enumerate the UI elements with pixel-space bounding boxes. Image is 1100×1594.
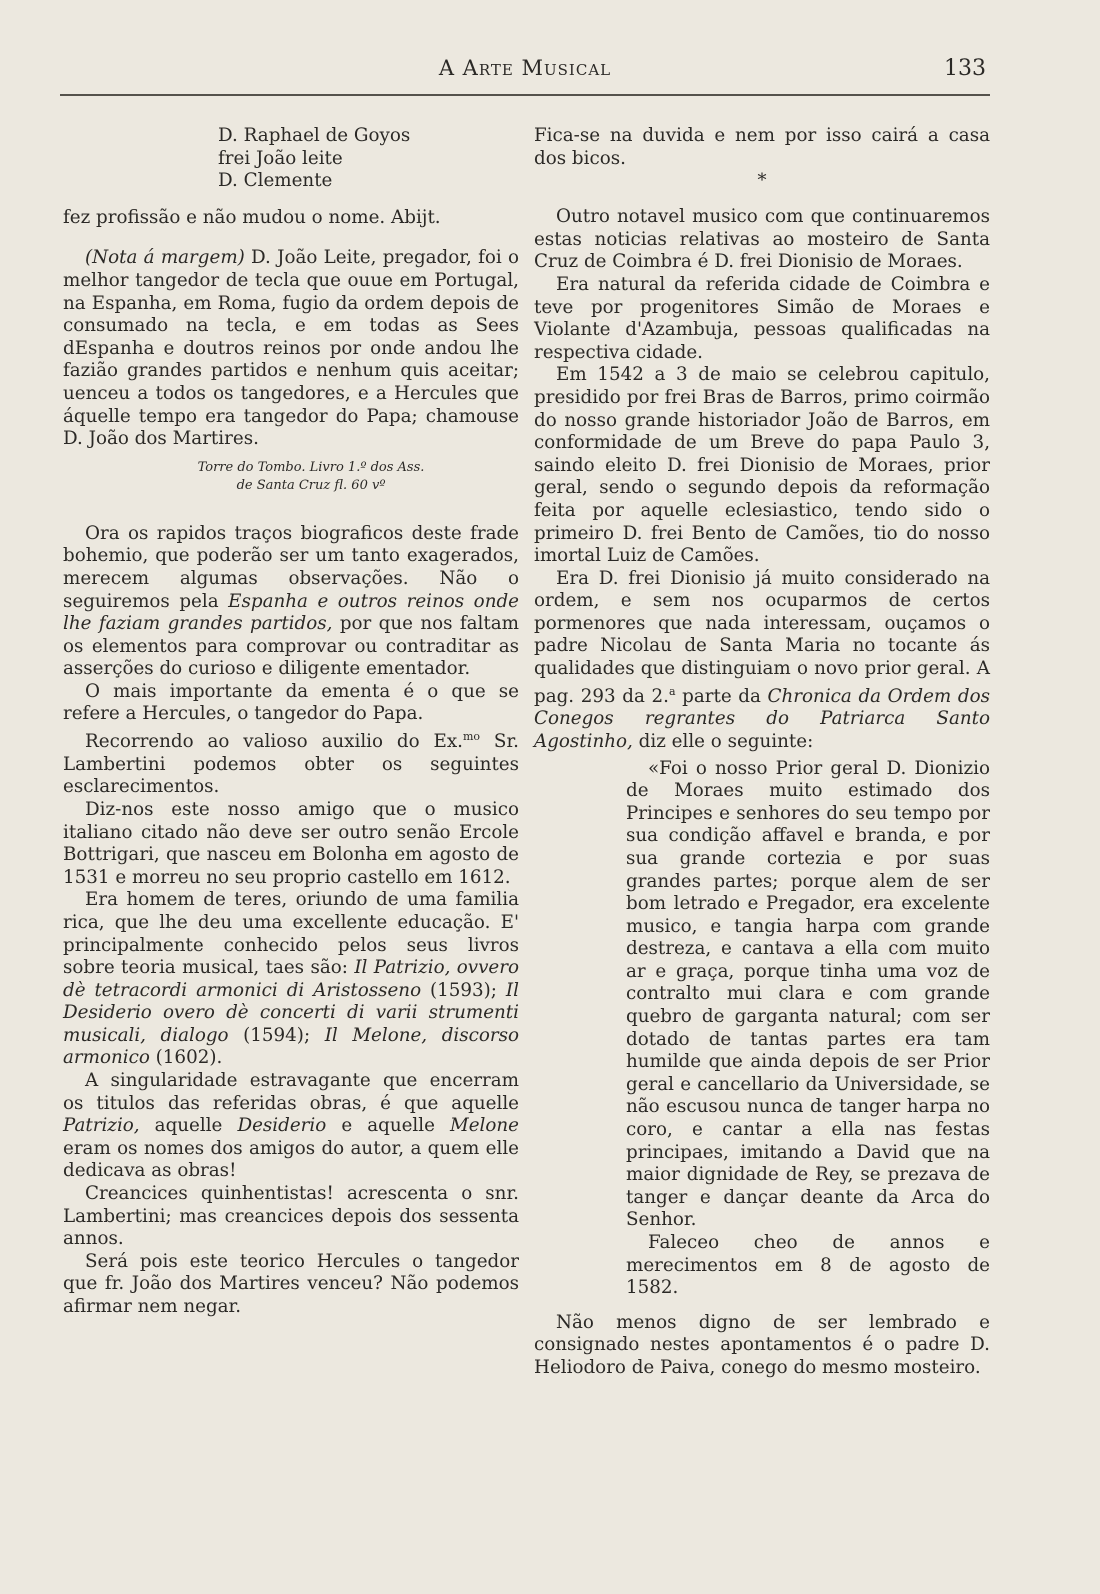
paragraph: Diz-nos este nosso amigo que o musico italiano citado não deve ser outro senão Ercole Bottrigari, que nasceu em Bolonha em agosto de 1531 e morreu no seu proprio castello em 1612. [63,798,519,888]
name-line: frei João leite [218,147,343,169]
paragraph: A singularidade estravagante que encerram os titulos das referidas obras, é que aquelle Patrizio, aquelle Desiderio e aquelle Melone eram os nomes dos amigos do autor, a quem elle dedicava as obras! [63,1070,519,1182]
paragraph: Fica-se na duvida e nem por isso cairá a casa dos bicos. [534,125,990,169]
paragraph: Recorrendo ao valioso auxilio do Ex.$^{mo}$ Sr. Lambertini podemos obter os seguintes esclarecimentos. [63,730,519,798]
page-number: 133 [944,56,986,81]
paragraph: Creancices quinhentistas! acrescenta o snr. Lambertini; mas creancices depois dos sessenta annos. [63,1183,519,1250]
paragraph: Será pois este teorico Hercules o tangedor que fr. João dos Martires venceu? Não podemos afirmar nem negar. [63,1250,519,1317]
paragraph: Era natural da referida cidade de Coimbra e teve por progenitores Simão de Moraes e Violante d'Azambuja, pessoas qualificadas na respectiva cidade. [534,273,990,363]
paragraph: O mais importante da ementa é o que se refere a Hercules, o tangedor do Papa. [63,680,519,725]
running-title: A Arte Musical [438,56,612,80]
block-quote [626,758,990,1300]
citation-line: de Santa Cruz fl. 60 vº [236,477,386,493]
citation-line: Torre do Tombo. Livro 1.º dos Ass. [197,459,425,475]
left-column [63,125,519,1319]
page-header [60,50,990,96]
paragraph: Era D. frei Dionisio já muito considerado na ordem, e sem nos ocuparmos de certos pormenores que nada interessam, ouçamos o padre Nicolau de Santa Maria no tocante ás qualidades que distinguiam o novo prior geral. A pag. 293 da 2.$^a$ parte da Chronica da Ordem dos Conegos regrantes do Patriarca Santo Agostinho, diz elle o seguinte: [534,567,990,752]
quote-paragraph: Faleceo cheo de annos e merecimentos em 8 de agosto de 1582. [626,1232,990,1299]
right-column [534,125,990,1380]
paragraph: Outro notavel musico com que continuaremos estas noticias relativas ao mosteiro de Santa Cruz de Coimbra é D. frei Dionisio de Moraes. [534,206,990,273]
names-list [63,125,519,193]
citation [63,459,519,495]
paragraph: Era homem de teres, oriundo de uma familia rica, que lhe deu uma excellente educação. E' principalmente conhecido pelos seus livros sobre teoria musical, taes são: Il Patrizio, ovvero dè tetracordi armonici di Aristosseno (1593); Il Desiderio overo dè concerti di varii strumenti musicali, dialogo (1594); Il Melone, discorso armonico (1602). [63,889,519,1069]
margin-note [63,247,519,450]
paragraph: fez profissão e não mudou o nome. Abijt. [63,206,441,228]
section-separator: * [757,170,767,192]
paragraph: Ora os rapidos traços biograficos deste frade bohemio, que poderão ser um tanto exagerados, merecem algumas observações. Não o seguiremos pela Espanha e outros reinos onde lhe faziam grandes partidos, por que nos faltam os elementos para comprovar ou contraditar as asserções do curioso e diligente ementador. [63,522,519,680]
margin-note-label: (Nota á margem) [85,247,245,269]
margin-note-text: D. João Leite, pregador, foi o melhor tangedor de tecla que ouue em Portugal, na Espanha, em Roma, fugio da ordem depois de consumado na tecla, e em todas as Sees dEspanha e doutros reinos por onde andou lhe fazião grandes partidos e nenhum quis aceitar; uenceu a todos os tangedores, e a Hercules que áquelle tempo era tangedor do Papa; chamouse D. João dos Martires. [63,247,519,450]
quote-paragraph: «Foi o nosso Prior geral D. Dionizio de Moraes muito estimado dos Principes e senhores do seu tempo por sua condição affavel e branda, e por sua grande cortezia e por suas grandes partes; porque alem de ser bom letrado e Pregador, era excelente musico, e tangia harpa com grande destreza, e cantava a ella com muito ar e graça, porque tinha uma voz de contralto mui clara e com grande quebro de garganta natural; com ser dotado de tantas partes era tam humilde que ainda depois de ser Prior geral e cancellario da Universidade, se não escusou nunca de tanger harpa no coro, e cantar a ella nas festas principaes, imitando a David que na maior dignidade de Rey, se prezava de tanger e dançar deante da Arca do Senhor. [626,757,990,1231]
paragraph: Não menos digno de ser lembrado e consignado nestes apontamentos é o padre D. Heliodoro de Paiva, conego do mesmo mosteiro. [534,1311,990,1378]
name-line: D. Clemente [218,170,333,192]
name-line: D. Raphael de Goyos [218,125,411,146]
paragraph: Em 1542 a 3 de maio se celebrou capitulo, presidido por frei Bras de Barros, primo coirmão do nosso grande historiador João de Barros, em conformidade de um Breve do papa Paulo 3, saindo eleito D. frei Dionisio de Moraes, prior geral, sendo o segundo depois da reformação feita por aquelle eclesiastico, tendo sido o primeiro D. frei Bento de Camões, tio do nosso imortal Luiz de Camões. [534,364,990,567]
